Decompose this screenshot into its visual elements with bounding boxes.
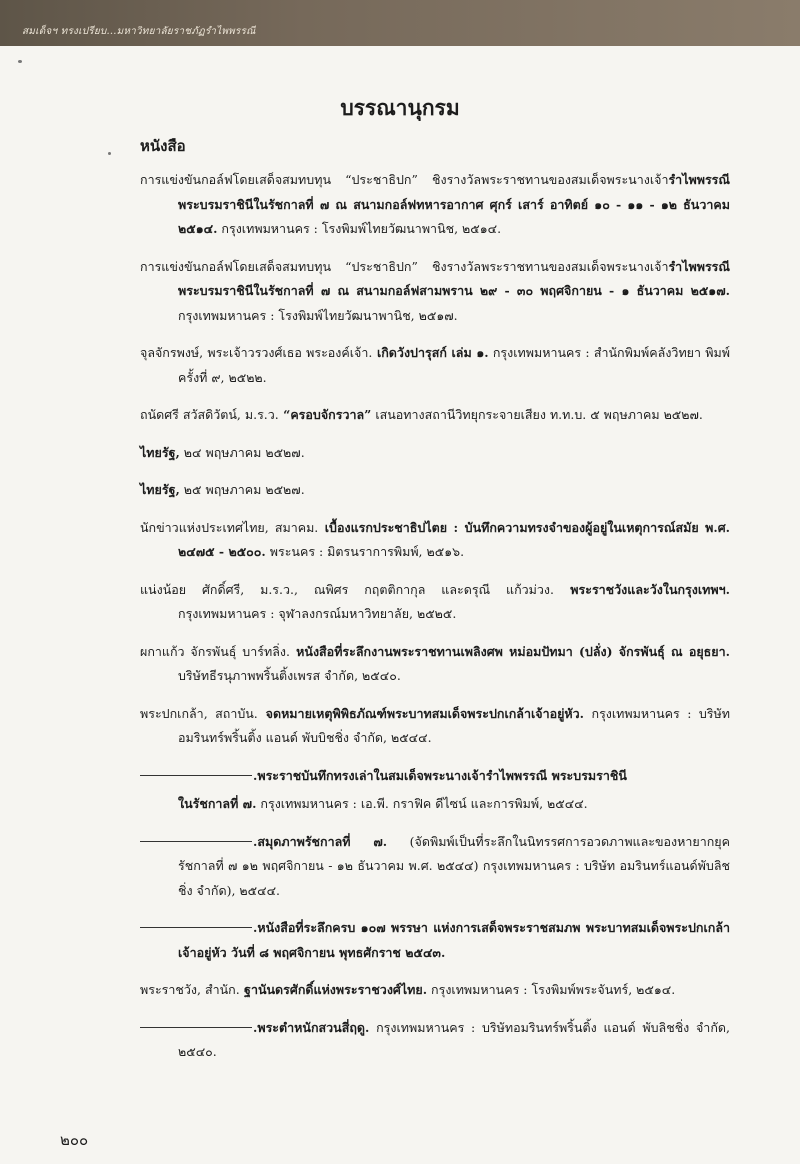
bibliography-list: [140, 168, 730, 1078]
header-band: [0, 0, 800, 46]
bibliography-entry: .พระตำหนักสวนสี่ฤดู. กรุงเทพมหานคร : บริษัทอมรินทร์พริ้นติ้ง แอนด์ พับลิชชิ่ง จำกัด, ๒๕๔๐.: [140, 1016, 730, 1065]
bibliography-entry: พระปกเกล้า, สถาบัน. จดหมายเหตุพิพิธภัณฑ์พระบาทสมเด็จพระปกเกล้าเจ้าอยู่หัว. กรุงเทพมหานคร : บริษัท อมรินทร์พริ้นติ้ง แอนด์ พับบิชชิ่ง จำกัด, ๒๕๔๔.: [140, 705, 730, 745]
bibliography-entry: ไทยรัฐ, ๒๔ พฤษภาคม ๒๕๒๗.: [140, 444, 305, 460]
paper-speck: [108, 152, 111, 155]
bibliography-entry: การแข่งขันกอล์ฟโดยเสด็จสมทบทุน “ประชาธิปก” ชิงรางวัลพระราชทานของสมเด็จพระนางเจ้ารำไพพรรณี พระบรมราชินีในรัชกาลที่ ๗ ณ สนามกอล์ฟสามพราน ๒๙ - ๓๐ พฤศจิกายน - ๑ ธันวาคม ๒๕๑๗. กรุงเทพมหานคร : โรงพิมพ์ไทยวัฒนาพานิช, ๒๕๑๗.: [140, 258, 730, 323]
bibliography-entry: .หนังสือที่ระลึกครบ ๑๐๗ พรรษา แห่งการเสด็จพระราชสมภพ พระบาทสมเด็จพระปกเกล้าเจ้าอยู่หัว วันที่ ๘ พฤศจิกายน พุทธศักราช ๒๕๔๓.: [140, 916, 730, 965]
bibliography-entry: ผกาแก้ว จักรพันธุ์ บาร์ทลิ่ง. หนังสือที่ระลึกงานพระราชทานเพลิงศพ หม่อมปัทมา (ปลั่ง) จักรพันธุ์ ณ อยุธยา. บริษัทธีรนุภาพพริ้นติ้งเพรส จำกัด, ๒๕๔๐.: [140, 643, 731, 683]
bibliography-entry: .พระราชบันทึกทรงเล่าในสมเด็จพระนางเจ้ารำไพพรรณี พระบรมราชินี: [140, 764, 730, 789]
paper-speck: [18, 60, 22, 63]
bibliography-entry: จุลจักรพงษ์, พระเจ้าวรวงศ์เธอ พระองค์เจ้า. เกิดวังปารุสก์ เล่ม ๑. กรุงเทพมหานคร : สำนักพิมพ์คลังวิทยา พิมพ์ครั้งที่ ๙, ๒๕๒๒.: [140, 345, 730, 385]
bibliography-entry-continuation: ในรัชกาลที่ ๗. กรุงเทพมหานคร : เอ.พี. กราฟิค ดีไซน์ และการพิมพ์, ๒๕๔๔.: [178, 796, 588, 811]
section-label: หนังสือ: [140, 137, 186, 155]
bibliography-entry: การแข่งขันกอล์ฟโดยเสด็จสมทบทุน “ประชาธิปก” ชิงรางวัลพระราชทานของสมเด็จพระนางเจ้ารำไพพรรณี พระบรมราชินีในรัชกาลที่ ๗ ณ สนามกอล์ฟทหารอากาศ ศุกร์ เสาร์ อาทิตย์ ๑๐ - ๑๑ - ๑๒ ธันวาคม ๒๕๑๔. กรุงเทพมหานคร : โรงพิมพ์ไทยวัฒนาพานิช, ๒๕๑๔.: [140, 172, 730, 236]
page-title: บรรณานุกรม: [340, 95, 460, 120]
bibliography-entry: พระราชวัง, สำนัก. ฐานันดรศักดิ์แห่งพระราชวงศ์ไทย. กรุงเทพมหานคร : โรงพิมพ์พระจันทร์, ๒๕๑๔.: [140, 982, 676, 997]
running-head: สมเด็จฯ ทรงเปรียบ...มหาวิทยาลัยราชภัฏรำไพพรรณี: [22, 26, 256, 37]
ditto-line: [140, 1027, 252, 1028]
bibliography-entry: .สมุดภาพรัชกาลที่ ๗. (จัดพิมพ์เป็นที่ระลึกในนิทรรศการอวดภาพและของหายากยุครัชกาลที่ ๗ ๑๒ พฤศจิกายน - ๑๒ ธันวาคม พ.ศ. ๒๕๔๔) กรุงเทพมหานคร : บริษัท อมรินทร์แอนด์พับลิชชิ่ง จำกัด), ๒๕๔๔.: [140, 830, 730, 904]
ditto-line: [140, 775, 252, 776]
bibliography-entry: ถนัดศรี สวัสดิวัตน์, ม.ร.ว. “ครอบจักรวาล” เสนอทางสถานีวิทยุกระจายเสียง ท.ท.บ. ๕ พฤษภาคม ๒๕๒๗.: [140, 407, 703, 422]
bibliography-entry: นักข่าวแห่งประเทศไทย, สมาคม. เบื้องแรกประชาธิปไตย : บันทึกความทรงจำของผู้อยู่ในเหตุการณ์สมัย พ.ศ. ๒๔๗๕ - ๒๕๐๐. พระนคร : มิตรนราการพิมพ์, ๒๕๑๖.: [140, 519, 730, 559]
bibliography-entry: แน่งน้อย ศักดิ์ศรี, ม.ร.ว., ณพิศร กฤตติกากุล และดรุณี แก้วม่วง. พระราชวังและวังในกรุงเทพฯ. กรุงเทพมหานคร : จุฬาลงกรณ์มหาวิทยาลัย, ๒๕๒๕.: [140, 581, 730, 621]
page-number: ๒๐๐: [60, 1131, 89, 1149]
ditto-line: [140, 927, 252, 928]
ditto-line: [140, 841, 252, 842]
bibliography-entry: ไทยรัฐ, ๒๕ พฤษภาคม ๒๕๒๗.: [140, 482, 305, 497]
